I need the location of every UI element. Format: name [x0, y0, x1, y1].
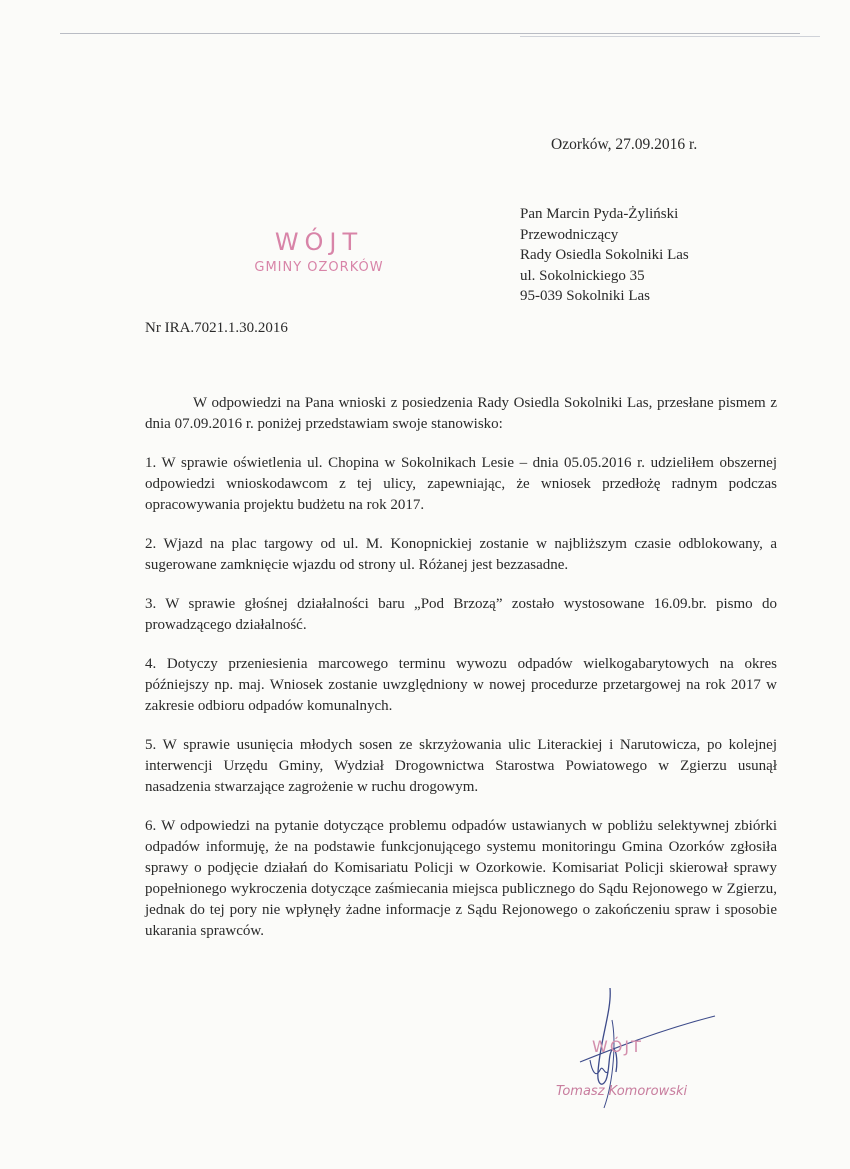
signatory-name: Tomasz Komorowski — [556, 1084, 688, 1099]
header-rule-secondary — [520, 36, 820, 37]
point-3: 3. W sprawie głośnej działalności baru „Pod Brzozą” zostało wystosowane 16.09.br. pismo do prowadzącego działalność. — [145, 596, 777, 633]
addressee-position: Przewodniczący — [520, 226, 619, 243]
addressee-organization: Rady Osiedla Sokolniki Las — [520, 247, 689, 263]
office-stamp — [234, 228, 404, 275]
letter-body — [145, 393, 777, 960]
header-rule — [60, 33, 800, 34]
stamp-subtitle: GMINY OZORKÓW — [254, 260, 384, 275]
point-2: 2. Wjazd na plac targowy od ul. M. Konopnickiej zostanie w najbliższym czasie odblokowany, a sugerowane zamknięcie wjazdu od strony ul. Różanej jest bezzasadne. — [145, 536, 777, 573]
addressee-postal: 95-039 Sokolniki Las — [520, 288, 650, 304]
stamp-title: WÓJT — [274, 228, 364, 256]
point-6: 6. W odpowiedzi na pytanie dotyczące problemu odpadów ustawianych w pobliżu selektywnej zbiórki odpadów informuję, że na podstawie funkcjonującego systemu monitoringu Gmina Ozorków zgłosiła sprawy o podjęcie działań do Komisariatu Policji w Ozorkowie. Komisariat Policji skierował sprawy popełnionego wykroczenia dotyczące zaśmiecania miejsca publicznego do Sądu Rejonowego w Zgierzu, jednak do tej pory nie wpłynęły żadne informacje z Sądu Rejonowego o zakończeniu spraw i sposobie ukarania sprawców. — [145, 818, 777, 939]
point-4: 4. Dotyczy przeniesienia marcowego terminu wywozu odpadów wielkogabarytowych na okres późniejszy np. maj. Wniosek zostanie uwzględniony w nowej procedurze przetargowej na rok 2017 w zakresie odbioru odpadów komunalnych. — [145, 656, 777, 714]
signature-stamp-title: WÓJT — [592, 1037, 643, 1056]
point-5: 5. W sprawie usunięcia młodych sosen ze skrzyżowania ulic Literackiej i Narutowicza, po kolejnej interwencji Urzędu Gminy, Wydział Drogownictwa Starostwa Powiatowego w Zgierzu usunął nasadzenia stwarzające zagrożenie w ruchu drogowym. — [145, 737, 777, 795]
point-1: 1. W sprawie oświetlenia ul. Chopina w Sokolnikach Lesie – dnia 05.05.2016 r. udzieliłem obszernej odpowiedzi wnioskodawcom z tej ulicy, zapewniając, że wniosek przedłożę radnym podczas opracowywania projektu budżetu na rok 2017. — [145, 455, 777, 513]
intro-paragraph: W odpowiedzi na Pana wnioski z posiedzenia Rady Osiedla Sokolniki Las, przesłane pismem z dnia 07.09.2016 r. poniżej przedstawiam swoje stanowisko: — [145, 395, 777, 432]
letter-date: Ozorków, 27.09.2016 r. — [551, 136, 698, 153]
addressee-name: Pan Marcin Pyda-Żyliński — [520, 206, 679, 222]
addressee-block — [520, 204, 689, 307]
reference-number: Nr IRA.7021.1.30.2016 — [145, 320, 288, 336]
addressee-street: ul. Sokolnickiego 35 — [520, 267, 645, 284]
